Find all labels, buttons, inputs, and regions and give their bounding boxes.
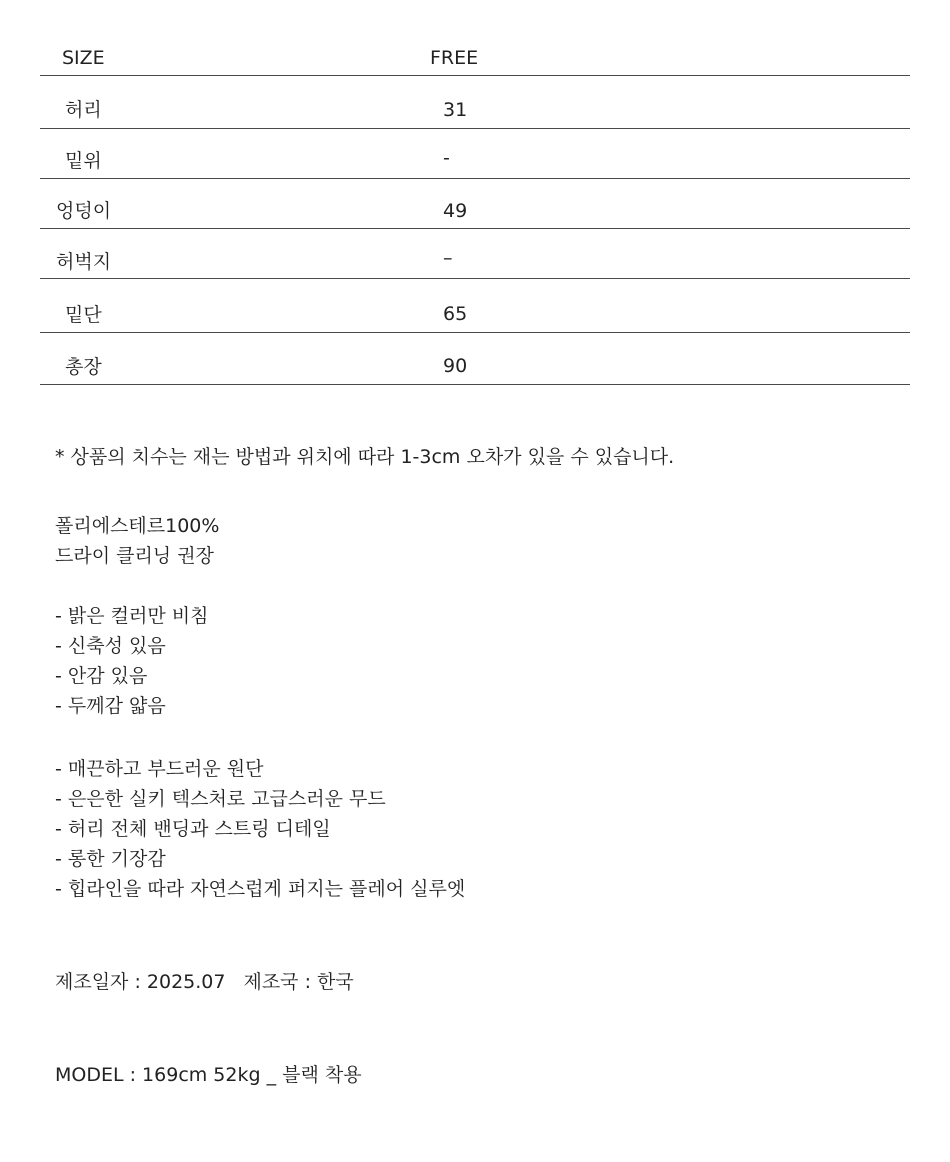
size-header-value: FREE (430, 47, 479, 69)
list-item: - 허리 전체 밴딩과 스트링 디테일 (55, 818, 331, 840)
measurement-note (55, 442, 674, 472)
care-line: 드라이 클리닝 권장 (55, 545, 214, 567)
measurement-value: 49 (443, 200, 468, 222)
table-header-row (40, 38, 910, 76)
origin-line (55, 967, 354, 997)
size-header-label: SIZE (62, 47, 105, 69)
model-info (55, 1060, 362, 1090)
list-item: - 롱한 기장감 (55, 848, 166, 870)
measurement-value: 31 (443, 99, 468, 121)
list-item: - 신축성 있음 (55, 635, 166, 657)
measurement-label: 허리 (65, 99, 102, 121)
measurement-label: 허벅지 (56, 251, 112, 273)
model-line: MODEL : 169cm 52kg _ 블랙 착용 (55, 1064, 362, 1086)
table-row (40, 76, 910, 129)
table-row (40, 333, 910, 385)
measurement-value: 90 (443, 355, 468, 377)
table-row (40, 179, 910, 229)
origin-info (55, 967, 354, 997)
table-row (40, 129, 910, 179)
material-line: 폴리에스테르100% (55, 515, 220, 537)
list-item: - 매끈하고 부드러운 원단 (55, 758, 264, 780)
list-item: - 힙라인을 따라 자연스럽게 퍼지는 플레어 실루엣 (55, 878, 466, 900)
measurement-label: 엉덩이 (56, 200, 112, 222)
table-row (40, 279, 910, 333)
measurement-value: - (443, 147, 450, 169)
list-item: - 은은한 실키 텍스처로 고급스러운 무드 (55, 788, 386, 810)
list-item: - 두께감 얇음 (55, 695, 166, 717)
feature-list-design (55, 754, 465, 904)
feature-list-fit (55, 601, 208, 721)
list-item: - 밝은 컬러만 비침 (55, 605, 209, 627)
table-row (40, 229, 910, 279)
manufacture-date: 제조일자 : 2025.07 (55, 971, 226, 993)
country-of-origin: 제조국 : 한국 (243, 971, 354, 993)
measurement-label: 총장 (65, 356, 102, 378)
list-item: - 안감 있음 (55, 665, 148, 687)
measurement-value: 65 (443, 303, 468, 325)
note-text: * 상품의 치수는 재는 방법과 위치에 따라 1-3cm 오차가 있을 수 있습니다. (55, 446, 675, 468)
measurement-label: 밑단 (65, 304, 102, 326)
size-table (40, 38, 910, 385)
material-info (55, 511, 219, 571)
measurement-label: 밑위 (65, 150, 102, 172)
measurement-value: – (443, 247, 453, 269)
